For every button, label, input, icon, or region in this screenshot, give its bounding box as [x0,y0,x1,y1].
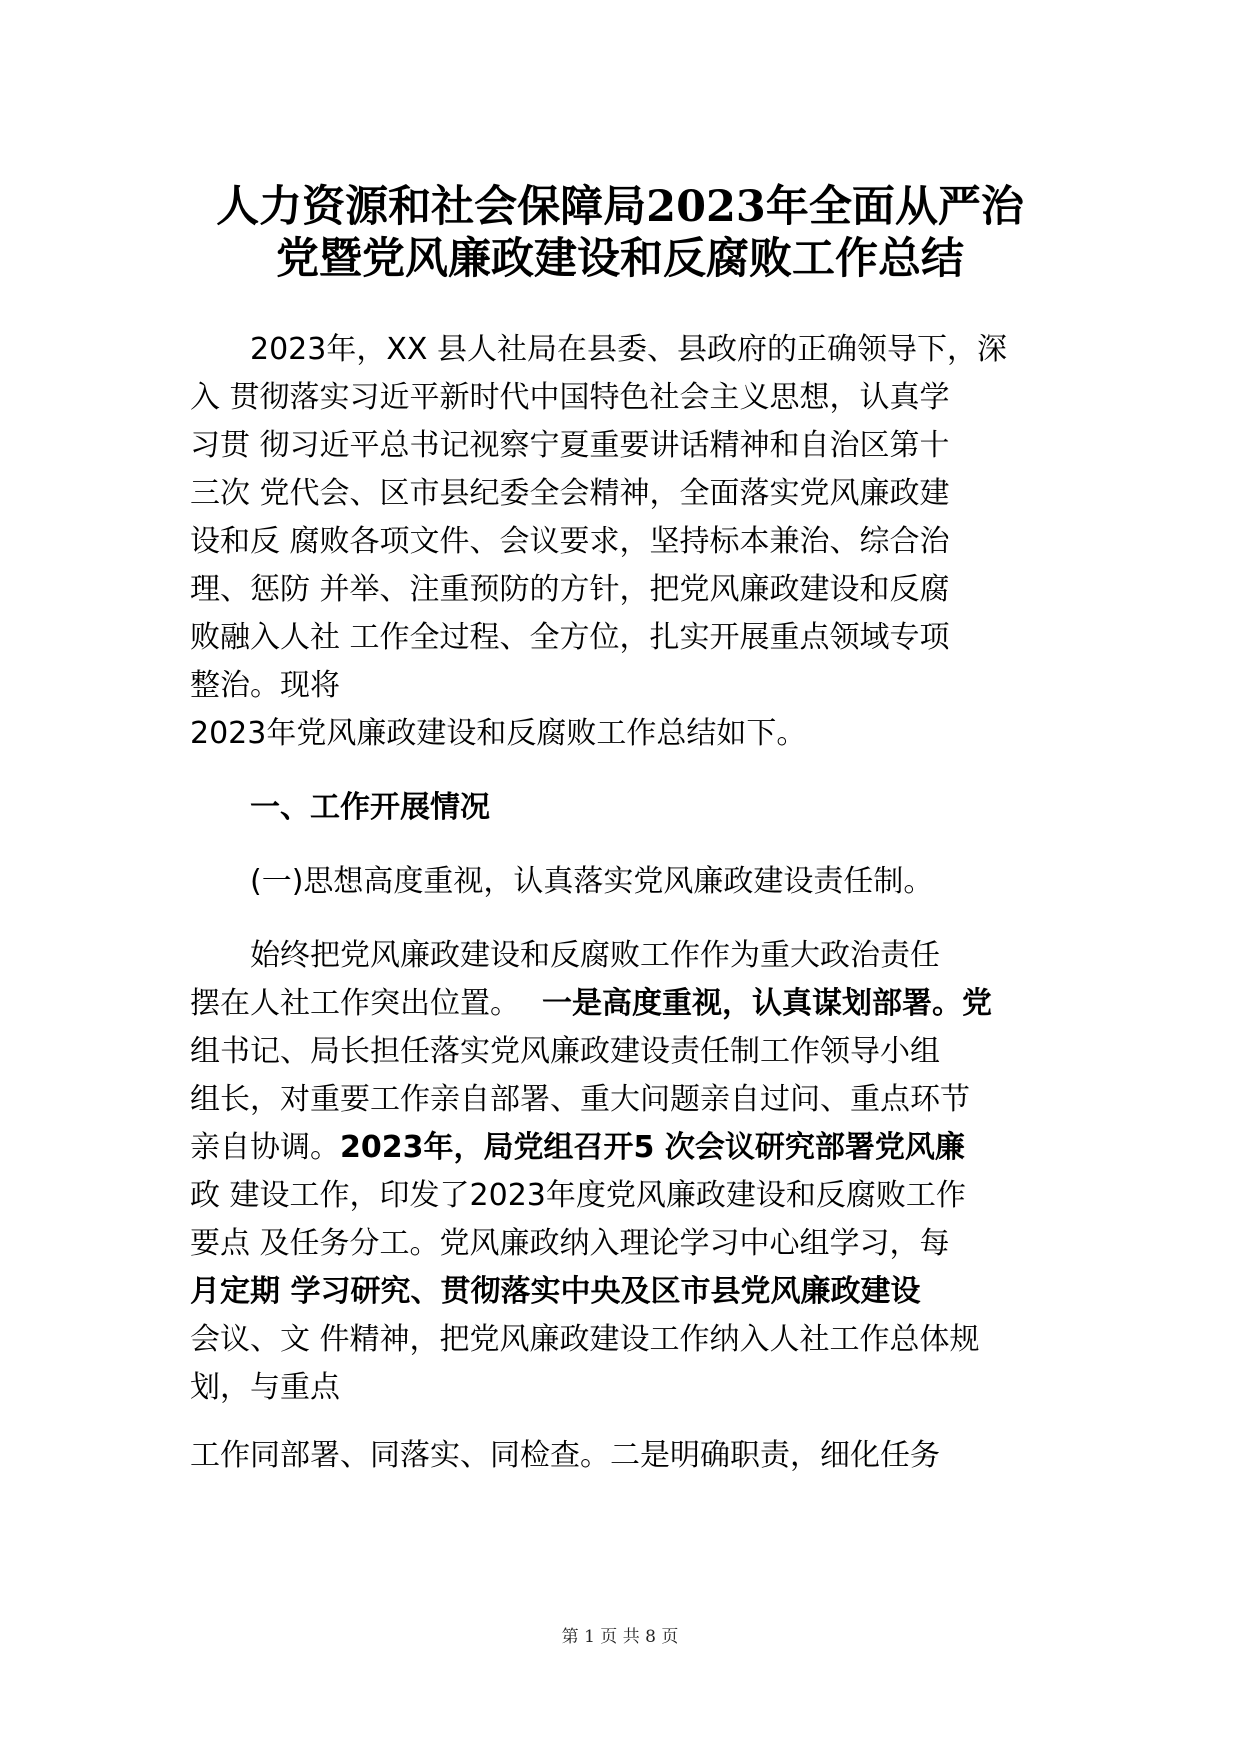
body-text-line: 设和反 腐败各项文件、会议要求，坚持标本兼治、综合治 [190,524,950,559]
body-text-segment: 摆在人社工作突出位置。 [190,986,520,1021]
body-text-line: 组书记、局长担任落实党风廉政建设责任制工作领导小组 [190,1034,940,1069]
body-text-line: 始终把党风廉政建设和反腐败工作作为重大政治责任 [190,938,940,973]
body-text-line: 败融入人社 工作全过程、全方位，扎实开展重点领域专项 [190,620,950,655]
body-text-line: 工作同部署、同落实、同检查。二是明确职责，细化任务 [190,1438,940,1473]
page-number-footer: 第 1 页 共 8 页 [561,1627,679,1647]
body-text-line: 入 贯彻落实习近平新时代中国特色社会主义思想，认真学 [190,380,950,415]
body-text-line [190,984,992,1024]
body-text-line: 政 建设工作，印发了2023年度党风廉政建设和反腐败工作 [190,1178,966,1213]
body-text-line: 三次 党代会、区市县纪委全会精神，全面落实党风廉政建 [190,476,950,511]
body-text-line: 2023年，XX 县人社局在县委、县政府的正确领导下，深 [190,332,1007,367]
document-title-line-2: 党暨党风廉政建设和反腐败工作总结 [276,234,964,284]
body-text-line: 习贯 彻习近平总书记视察宁夏重要讲话精神和自治区第十 [190,428,950,463]
body-text-segment: 亲自协调。 [190,1130,340,1165]
subsection-heading: (一)思想高度重视，认真落实党风廉政建设责任制。 [190,864,934,899]
body-text-line: 组长，对重要工作亲自部署、重大问题亲自过问、重点环节 [190,1082,970,1117]
body-text-line: 要点 及任务分工。党风廉政纳入理论学习中心组学习，每 [190,1226,950,1261]
body-text-line: 2023年党风廉政建设和反腐败工作总结如下。 [190,716,807,751]
body-text-line: 整治。现将 [190,668,340,703]
body-text-line: 月定期 学习研究、贯彻落实中央及区市县党风廉政建设 [190,1274,921,1309]
body-text-line: 理、惩防 并举、注重预防的方针，把党风廉政建设和反腐 [190,572,950,607]
body-text-line: 划，与重点 [190,1370,340,1405]
section-heading: 一、工作开展情况 [190,790,490,825]
emphasis-text: 一是高度重视，认真谋划部署。党 [542,986,992,1021]
body-text-line [190,1128,965,1168]
body-text-line: 会议、文 件精神，把党风廉政建设工作纳入人社工作总体规 [190,1322,980,1357]
document-title-line-1: 人力资源和社会保障局2023年全面从严治 [216,182,1024,232]
emphasis-text: 2023年，局党组召开5 次会议研究部署党风廉 [340,1130,965,1165]
